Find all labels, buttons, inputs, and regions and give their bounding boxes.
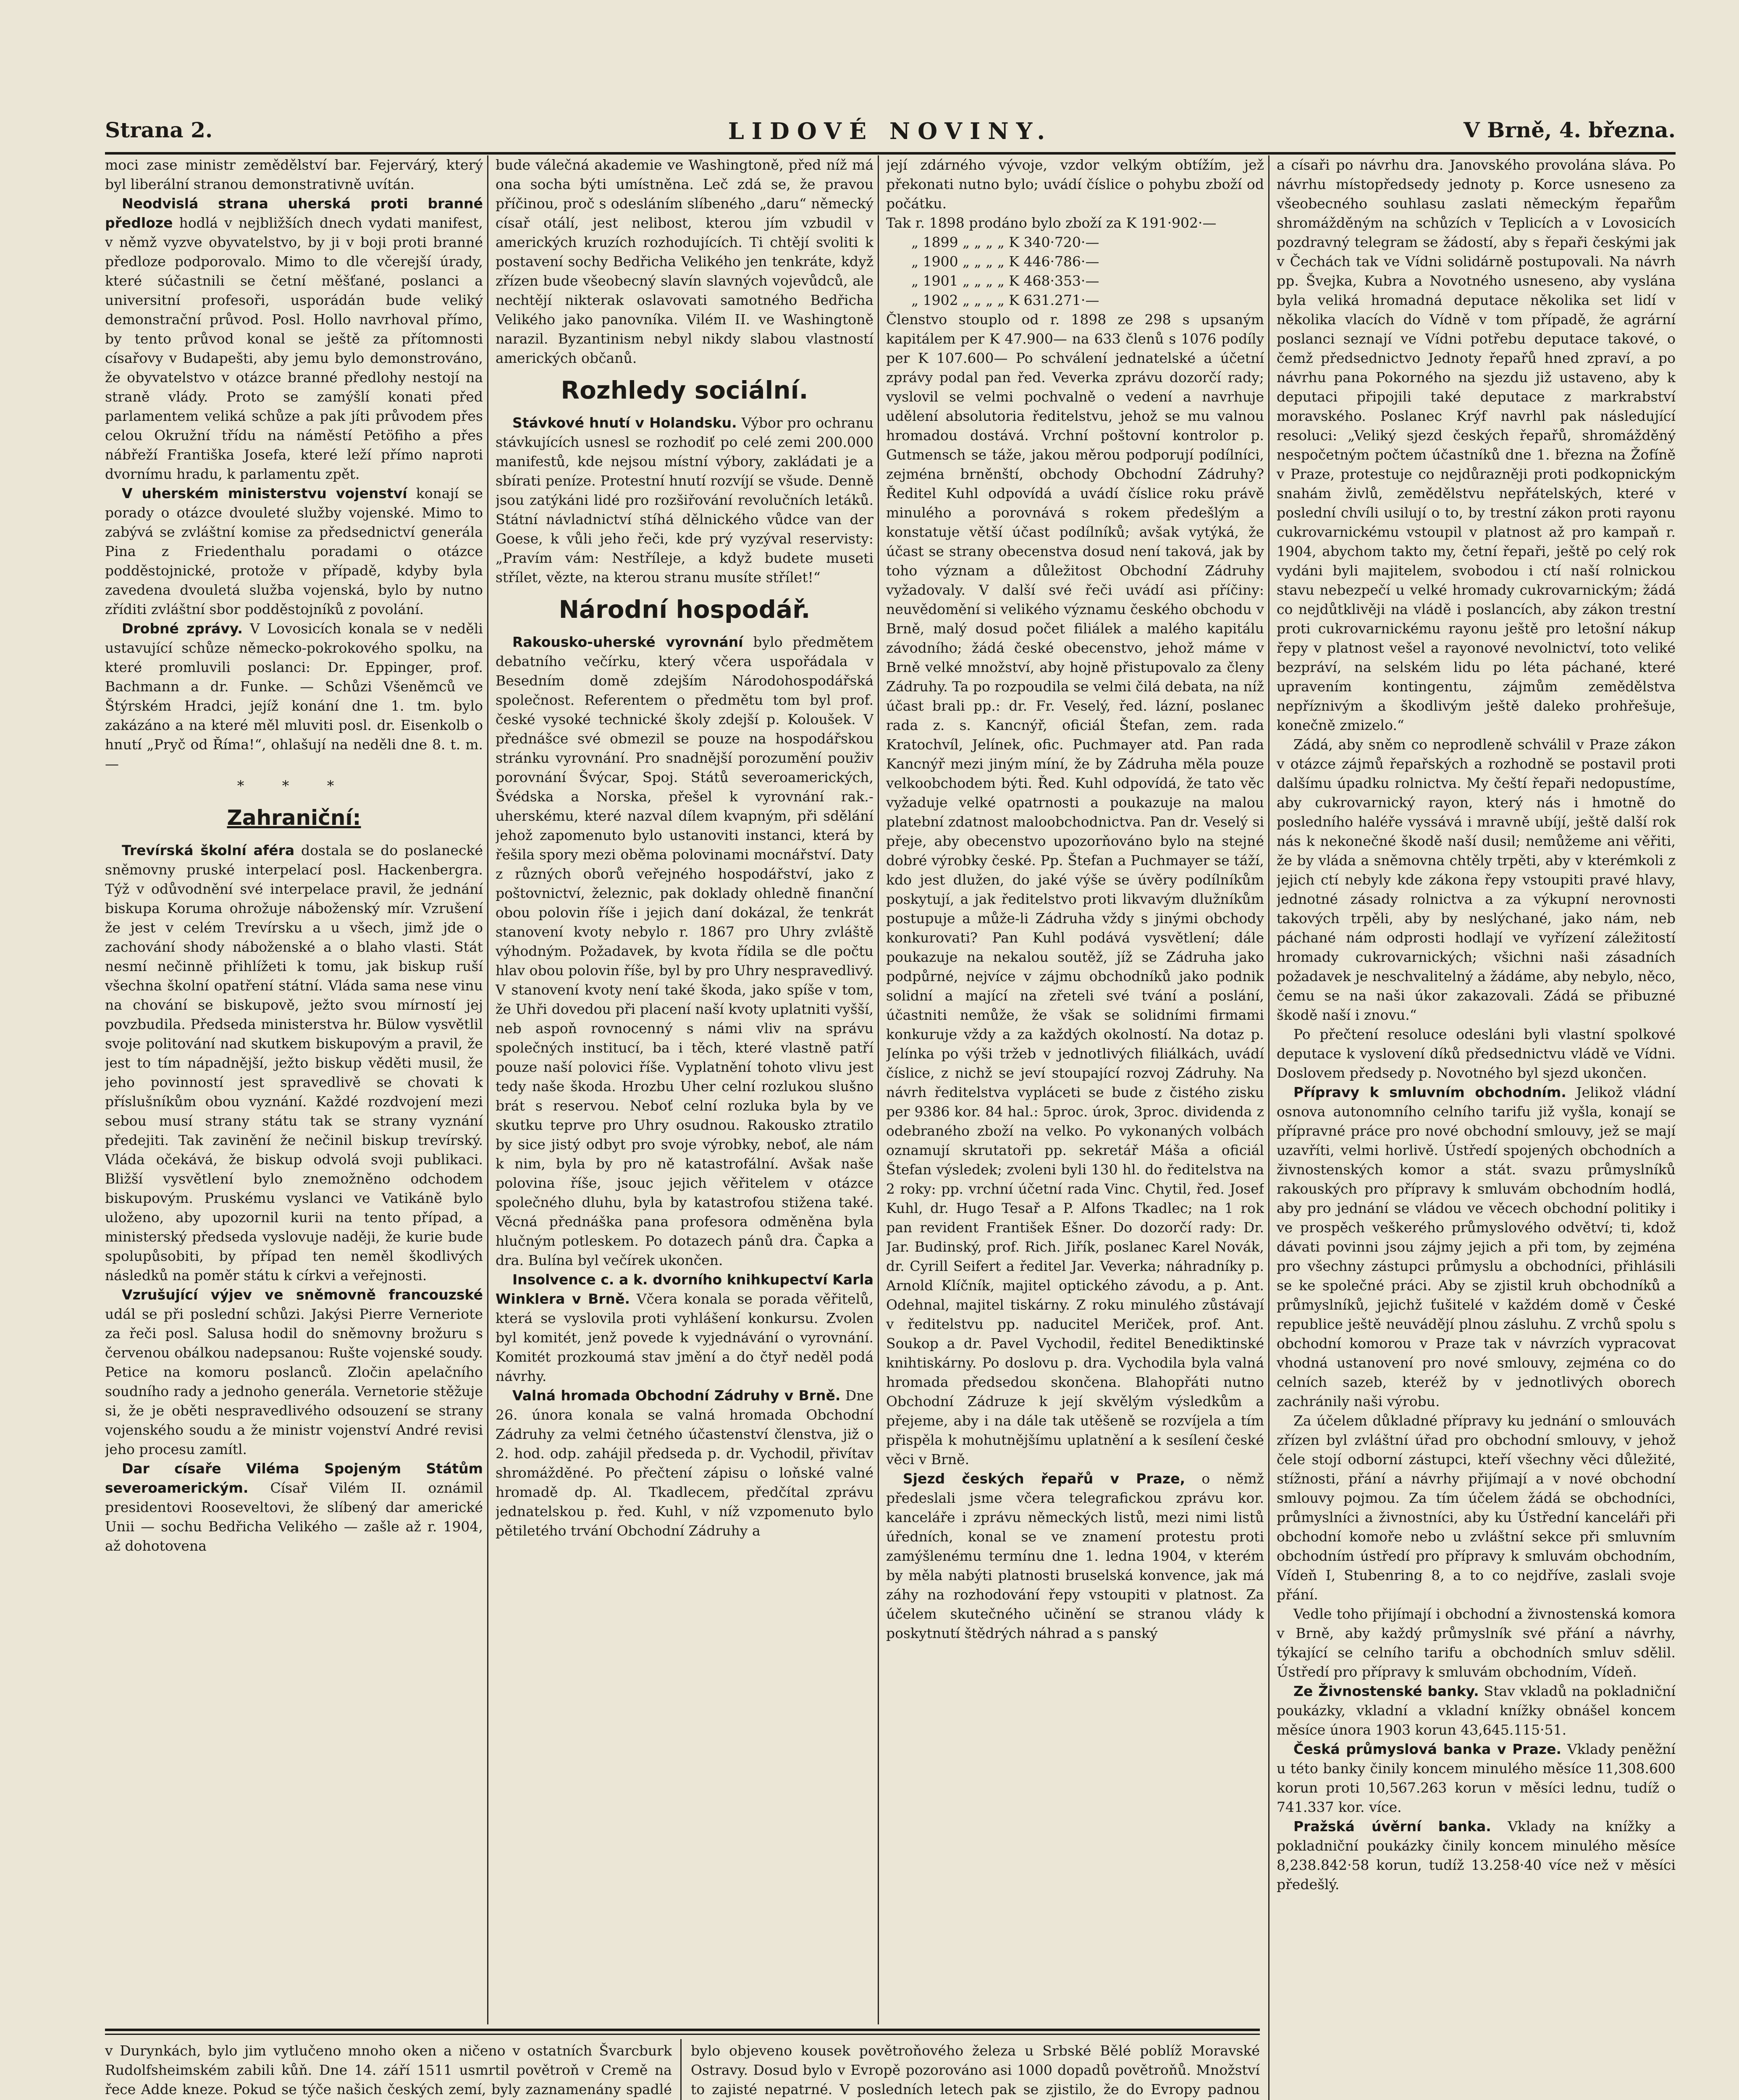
article-text: Vklady na knížky a pokladniční poukázky činily koncem minulého měsíce 8,238.842·58 korun, tudíž 13.258·40 více než v měsíci předešlý.	[1277, 1818, 1676, 1893]
article-heading: Pražská úvěrní banka.	[1293, 1818, 1491, 1835]
article-text: Císař Vilém II. oznámil presidentovi Rooseveltovi, že slíbený dar americké Unii — sochu Bedřicha Velikého — zašle až r. 1904, až dohotovena	[105, 1480, 483, 1554]
article-heading: Sjezd českých řepařů v Praze,	[903, 1470, 1186, 1487]
table-row: „ 1900 „ „ „ „ K 446·786·—	[911, 253, 1099, 270]
section-heading: Národní hospodář.	[559, 595, 810, 624]
paragraph: a císaři po návrhu dra. Janovského provolána sláva. Po návrhu místopředsedy jednoty p. Korce usneseno za všeobecného souhlasu zaslati německým řepařům shromážděným na schůzích v Teplicích a v Lovosicích pozdravný telegram se žádostí, aby s řepaři českými jak v Čechách tak ve Vídni solidárně postupovali. Na návrh pp. Švejka, Kubra a Novotného usneseno, aby vyslána byla veliká hromadná deputace několika set lidí v několika vlacích do Vídně v tom případě, že agrární poslanci seznají ve Vídni potřebu deputace takové, o čemž předsednictvo Jednoty řepařů hned zpraví, a po návrhu pana Pokorného na sjezdu již ustaveno, aby k deputaci připojili také deputace z markrabství moravského. Poslanec Krýf navrhl pak následující resoluci: „Veliký sjezd českých řepařů, shromážděný nespočetným počtem účastníků dne 1. března na Žofíně v Praze, protestuje co nejdůrazněji proti podkopnickým snahám živlů, zemědělstvu nepřátelských, které v poslední chvíli usilují o to, by trestní zákon proti rayonu cukrovarnickému vstoupil v platnost až pro kampaň r. 1904, abychom takto my, četní řepaři, ještě po celý rok vydáni byli majitelem, svobodou i ctí naší rolnickou stavu nebezpečí u velké hromady cukrovarnickým; žádá co nejdůtklivěji na vládě i poslancích, aby zákon trestní proti cukrovarnickému rayonu ještě pro letošní nákup řepy v platnost vešel a rayonové nevolnictví, toto veliké bezpráví, na selském lidu po léta páchané, které upravením kontingentu, zájmům zemědělstva nepříznivým a škodlivým ještě daleko prohřešuje, konečně zmizelo.“	[1277, 157, 1676, 733]
article	[105, 1459, 483, 1556]
paragraph: bylo objeveno kousek povětroňového železa u Srbské Bělé poblíž Moravské Ostravy. Dosud bylo v Evropě pozorováno asi 1000 dopadů povětroňů. Množství to zajisté nepatrné. V posledních letech pak se zjistilo, že do Evropy padnou	[691, 2042, 1260, 2097]
article	[1277, 1740, 1676, 1817]
article-text: Výbor pro ochranu stávkujících usnesl se rozhodiť po celé zemi 200.000 manifestů, kde nejsou místní výbory, zakládati je a sbírati peníze. Protestní hnutí rozvíjí se všude. Denně jsou zatýkáni lidé pro rozšiřování revolučních letáků. Státní návladnictví stíhá dělnického vůdce van der Goese, k vůli jeho řeči, kde prý vyzýval reservisty: „Pravím vám: Nestříleje, a když budete museti střílet, vězte, na kterou stranu musíte střílet!“	[496, 415, 873, 585]
article-text: o němž předeslali jsme včera telegrafickou zprávu kor. kanceláře i zprávu německých listů, mezi nimi listů úředních, konal se ve znamení protestu proti zamýšlenému termínu dne 1. ledna 1904, v kterém by měla nabýti platnosti bruselská konvence, jak má záhy na rozhodování řepy vstoupiti v platnost. Za účelem skutečného učinění se stranou vlády k poskytnutí štědrých náhrad a s panský	[886, 1470, 1264, 1641]
table-amount: K 340·720·—	[1009, 234, 1099, 250]
article	[105, 619, 483, 774]
column-3	[886, 155, 1264, 2016]
article	[886, 1469, 1264, 1643]
article	[496, 1270, 873, 1386]
article	[496, 413, 873, 587]
paragraph: v Durynkách, bylo jim vytlučeno mnoho oken a ničeno v ostatních Švarcburk Rudolfsheimském zabili kůň. Dne 14. září 1511 usmrtil povětroň v Cremě na řece Adde kneze. Pokud se týče našich českých zemí, byly zaznamenány spadlé	[105, 2042, 672, 2097]
article-text: bylo předmětem debatního večírku, který včera uspořádala v Besedním domě zdejším Národohospodářská společnost. Referentem o předmětu tom byl prof. české vysoké technické školy zdejší p. Koloušek. V přednášce své obmezil se pouze na hospodářskou stránku vyrovnání. Pro snadnější porozumění použiv porovnání Švýcar, Spoj. Států severoamerických, Švédska a Norska, přešel k vyrovnání rak.-uherskému, které nazval dílem kvapným, při sdělání jehož zapomenuto bylo ustanoviti instanci, která by řešila spory mezi oběma polovinami mocnářství. Daty z různých oborů veřejného hospodářství, jako z poštovnictví, železnic, pak doklady ohledně finanční obou polovin říše i jejich daní dokázal, že tenkrát stanovení kvoty nebylo r. 1867 pro Uhry zvláště výhodným. Požadavek, by kvota řídila se dle počtu hlav obou polovin říše, byl by pro Uhry nespravedlivý. V stanovení kvoty není také škoda, jako spíše v tom, že Uhři dovedou při placení naší kvoty uplatniti vyšší, neb aspoň rovnocenný s námi vliv na správu společných institucí, ba i těch, které vlastně patří pouze naší polovici říše. Vyplatnění tohoto vlivu jest tedy naše škoda. Hrozbu Uher celní rozlukou slušno brát s reservou. Neboť celní rozluka byla by ve skutku teprve pro Uhry osudnou. Rakousko ztratilo by sice jistý odbyt pro svoje výrobky, neboť, ale nám k nim, byla by pro ně katastrofální. Avšak naše polovina říše, jsouc jejich věřitelem v otázce společného dluhu, byla by katastrofou stižena také. Věcná přednáška pana profesora odměněna byla hlučným potleskem. Po dotazech pánů dra. Čapka a dra. Bulína byl večírek ukončen.	[496, 634, 873, 1268]
article	[496, 1386, 873, 1541]
article-text: V Lovosicích konala se v neděli ustavující schůze německo-pokrokového spolku, na které promluvili poslanci: Dr. Eppinger, prof. Bachmann a dr. Funke. — Schůzi Všeněmců ve Štýrském Hradci, jejíž konání dne 1. tm. bylo zakázáno a na které měl mluviti posl. dr. Eisenkolb o hnutí „Pryč od Říma!“, ohlašují na neděli dne 8. t. m. —	[105, 620, 483, 772]
table-year: 1901	[923, 273, 958, 289]
article	[105, 841, 483, 1285]
article-heading: Rakousko-uherské vyrovnání	[512, 634, 743, 650]
article-heading: Přípravy k smluvním obchodním.	[1293, 1084, 1566, 1100]
table-year: 1902	[923, 292, 958, 308]
feuilleton-rule	[105, 2029, 1260, 2031]
column-1	[105, 155, 483, 2016]
page-header	[105, 113, 1676, 151]
article-text: Vklady peněžní u této banky činily koncem minulého měsíce 11,308.600 korun proti 10,567.263 korun v měsíci lednu, tudíž o 741.337 kor. více.	[1277, 1741, 1676, 1815]
feuilleton-column-1	[105, 2041, 672, 2100]
column-divider	[1268, 155, 1269, 2100]
table-row: „ 1902 „ „ „ „ K 631.271·—	[911, 292, 1099, 308]
column-2	[496, 155, 873, 2016]
article	[496, 633, 873, 1270]
article	[105, 484, 483, 619]
article-text: konají se porady o otázce dvouleté služby vojenské. Mimo to zabývá se zvláštní komise za předsednictví generála Pina z Friedenthalu poradami o otázce podděstojnické, protože v případě, kdyby byla zavedena dvouletá služba vojenská, bylo by nutno zříditi zvláštní sbor podděstojníků z povolání.	[105, 485, 483, 617]
article-heading: Dar císaře Viléma Spojeným Státům severoamerickým.	[105, 1460, 483, 1496]
feuilleton-rule-thin	[105, 2034, 1260, 2035]
article-heading: Valná hromada Obchodní Zádruhy v Brně.	[512, 1387, 841, 1404]
article-text: Stav vkladů na pokladniční poukázky, vkladní a vkladní knížky obnášel koncem měsíce února 1903 korun 43,645.115·51.	[1277, 1683, 1676, 1738]
article-heading: Neodvislá strana uherská proti branné předloze	[105, 195, 483, 231]
newspaper-title: LIDOVÉ NOVINY.	[728, 118, 1053, 144]
feuilleton-column-2	[691, 2041, 1260, 2100]
table-year: 1899	[923, 234, 958, 250]
article	[105, 194, 483, 484]
article-text: Jelikož vládní osnova autonomního celního tarifu již vyšla, konají se přípravné práce pro nové obchodní smlouvy, jež se mají uzavříti, velmi horlivě. Ústředí spojených obchodních a živnostenských komor a stát. svazu průmyslníků rakouských pro přípravy k smluvám obchodním hodlá, aby pro jednání se vládou ve věcech obchodní politiky i ve prospěch veškerého průmyslového odvětví; ti, kdož dávati povinni jsou zájmy jejich a při tom, by zejména pro všechny zástupci průmyslu a obchodníci, přihlásili se ke společné práci. Aby se zjistil kruh obchodníků a průmyslníků, jejichž ťušitelé v každém domě v České republice ještě neuvádějí plnou zásluhu. Z vrchů spolu s obchodní komorou v Praze tak v návrzích vypracovat vhodná ustanovení pro nové smlouvy, zejména co do celních sazeb, kteréž by v jednotlivých oborech zachránily naši výrobu.	[1277, 1084, 1676, 1410]
table-row	[886, 213, 1264, 233]
article-heading: Vzrušující výjev ve sněmovně francouzské	[122, 1286, 483, 1303]
article-heading: V uherském ministerstvu vojenství	[122, 485, 407, 501]
paragraph: bude válečná akademie ve Washingtoně, před níž má ona socha býti umístněna. Leč zdá se, že pravou příčinou, proč s odesláním slíbeného „daru“ německý císař otálí, jest nelibost, kterou jím vzbudil v amerických kruzích rozhodujících. Ti chtějí svoliti k postavení sochy Bedřicha Velikého jen tenkráte, když zřízen bude všeobecný slavín slavných vojevůdců, ale nechtějí nikterak oslavovati samotného Bedřicha Velikého jako panovníka. Vilém II. ve Washingtoně narazil. Byzantinism nebyl nikdy slabou vlastností amerických občanů.	[496, 157, 873, 366]
article-text: udál se při poslední schůzi. Jakýsi Pierre Verneriote za řeči posl. Salusa hodil do sněmovny brožuru s červenou obálkou nadepsanou: Rušte vojenské soudy. Petice na komoru poslanců. Zločin apelačního soudního rady a jednoho generála. Vernetorie stěžuje si, že je oběti nespravedlivého odsouzení se strany vojenského soudu a že ministr vojenství André revisi jeho procesu zamítl.	[105, 1306, 483, 1457]
paragraph: její zdárného vývoje, vzdor velkým obtížím, jež překonati nutno bylo; uvádí číslice o pohybu zboží od počátku.	[886, 157, 1264, 212]
article-text: hodlá v nejbližších dnech vydati manifest, v němž vyzve obyvatelstvo, by ji v boji proti branné předloze podporovalo. Mimo to dle včerejší úrady, které súčastnili se četní měšťané, poslanci a universitní profesoři, usporádán bude veliký demonstrační průvod. Posl. Hollo navrhoval přímo, by tento průvod konal se ještě za přítomnosti císařovy v Budapešti, aby jemu bylo demonstrováno, že obyvatelstvo v otázce branné předlohy nestojí na straně vlády. Proto se zamýšlí konati před parlamentem veliká schůze a pak jíti průvodem přes celou Okružní třídu na náměstí Petöfiho a přes nábřeží Františka Josefa, které leží přímo naproti dvornímu hradu, k parlamentu zpět.	[105, 215, 483, 482]
article	[105, 1285, 483, 1459]
article-heading: Ze Živnostenské banky.	[1293, 1683, 1479, 1699]
column-4	[1277, 155, 1676, 2100]
article-text: Včera konala se porada věřitelů, která se vyslovila proti vyhlášení konkursu. Zvolen byl komitét, jenž povede k vyjednávání o vyrovnání. Komitét prozkoumá stav jmění a do čtyř neděl podá návrhy.	[496, 1291, 873, 1384]
section-stars: * * *	[237, 777, 351, 794]
article	[1277, 1817, 1676, 1894]
paragraph: Zádá, aby sněm co neprodleně schválil v Praze zákon v otázce zájmů řepařských a rozhodně se postavil proti dalšímu úpadku rolnictva. My čeští řepaři nedopustíme, aby cukrovarnický rayon, který nás i hmotně do posledního haléře vyssává i mravně ubíjí, ještě další rok nás k nekonečné škodě naší dusil; nemůžeme ani věřiti, že by vláda a sněmovna chtěly trpěti, aby v kterémkoli z jejich ctí nebyly kde zákona řepy vstoupiti pravé hlavy, jednotné zásady rolnictva a za výkupní nerovnosti takových trpěli, aby by neslýchané, jako nám, neb páchané nám odprosti hodlají ve vyřízení záležitostí hromady cukrovarnických; všichni naši zásadních požadavek je neschvalitelný a žádáme, aby nebylo, něco, čemu se na naši úkor zakazovali. Zádá se přibuzné škodě naší i znovu.“	[1277, 736, 1676, 1023]
paragraph: Vedle toho přijímají i obchodní a živnostenská komora v Brně, aby každý průmyslník své přání a návrhy, týkající se celního tarifu a obchodních smluv sdělil. Ústředí pro přípravy k smluvám obchodním, Vídeň.	[1277, 1606, 1676, 1680]
paragraph: moci zase ministr zemědělství bar. Fejervárý, který byl liberální stranou demonstrativně uvítán.	[105, 157, 483, 192]
feuilleton-divider	[680, 2039, 682, 2100]
table-row: „ 1901 „ „ „ „ K 468·353·—	[911, 273, 1099, 289]
column-divider	[487, 155, 488, 2024]
article-text: dostala se do poslanecké sněmovny pruské interpelací posl. Hackenbergra. Týž v odůvodnění své interpelace pravil, že jednání biskupa Koruma ohrožuje náboženský mír. Vzrušení že jest v celém Trevírsku a u všech, jimž jde o zachování shody náboženské a o blaho vlasti. Stát nesmí nečinně přihlížeti k tomu, jak biskup ruší všechna školní opatření státní. Vláda sama nese vinu na chování se biskupově, ježto svou mírností jej povzbudila. Předseda ministerstva hr. Bülow vysvětlil svoje politování nad skutkem biskupovým a pravil, že jest to tím nápadnější, ježto biskup věděti musil, že jeho povinností jest spravedlivě se chovati k příslušníkům obou vyznání. Každé rozdvojení mezi sebou musí strany státu tak se strany vyznání předejiti. Tak zavinění že nečinil biskup trevírský. Vláda očekává, že biskup odvolá svoji publikaci. Bližší vysvětlení bylo znemožněno odchodem biskupovým. Pruskému vyslanci ve Vatikáně bylo uloženo, aby upozornil kurii na tento případ, a ministerský předseda vyslovuje naději, že kurie bude spolupůsobiti, by případ ten neměl škodlivých následků na poměr státu k církvi a veřejnosti.	[105, 842, 483, 1284]
paragraph: Po přečtení resoluce odesláni byli vlastní spolkové deputace k vyslovení díků předsednictvu vládě ve Vídni. Doslovem předsedy p. Novotného byl sjezd ukončen.	[1277, 1026, 1676, 1081]
table-year: 1900	[923, 253, 958, 270]
column-divider	[878, 155, 879, 2024]
article-heading: Česká průmyslová banka v Praze.	[1293, 1741, 1562, 1757]
table-amount: K 446·786·—	[1009, 253, 1099, 270]
article-heading: Trevírská školní aféra	[122, 842, 295, 858]
article-heading: Insolvence c. a k. dvorního knihkupectví Karla Winklera v Brně.	[496, 1271, 873, 1307]
section-heading: Rozhledy sociální.	[561, 376, 808, 404]
section-heading: Zahraniční:	[227, 806, 361, 830]
article-heading: Drobné zprávy.	[122, 620, 243, 637]
header-rule	[105, 152, 1676, 155]
sales-table	[886, 213, 1264, 310]
paragraph: Za účelem důkladné přípravy ku jednání o smlouvách zřízen byl zvláštní úřad pro obchodní smlouvy, v jehož čele stojí odborní zástupci, kteří všechny věci důležité, stížnosti, přání a návrhy přijímají a v nové obchodní smlouvy pojmou. Za tím účelem žádá se obchodníci, průmyslníci a živnostníci, aby ku Ústřední kanceláři při obchodní komoře nebo u zvláštní sekce při smluvním obchodním ústředí pro přípravy k smluvám obchodním, Vídeň I, Stubenring 8, a to co nejdříve, zaslali svoje přání.	[1277, 1412, 1676, 1603]
table-intro: Tak r. 1898 prodáno bylo zboží za	[886, 215, 1122, 231]
table-row: „ 1899 „ „ „ „ K 340·720·—	[911, 234, 1099, 250]
table-amount: K 631.271·—	[1009, 292, 1099, 308]
article	[1277, 1083, 1676, 1411]
table-amount: K 191·902·—	[1126, 215, 1217, 231]
paragraph: Členstvo stouplo od r. 1898 ze 298 s upsaným kapitálem per K 47.900— na 633 členů s 1076 podíly per K 107.600— Po schválení jednatelské a účetní zprávy podal pan řed. Veverka zprávu dozorčí rady; vyslovil se velmi pochvalně o vedení a navrhuje udělení absolutoria ředitelstvu, jehož se mu valnou hromadou dostává. Vrchní poštovní kontrolor p. Gutmensch se táže, jakou měrou podporují podílníci, zejména brněnští, obchody Obchodní Zádruhy? Ředitel Kuhl odpovídá a uvádí číslice roku právě minulého a porovnává s rokem předešlým a konstatuje větší účast podílníků; avšak vytýká, že účast se strany obecenstva dosud není taková, jak by toho význam a důležitost Obchodní Zádruhy vyžadovaly. V další své řeči uvádí asi příčiny: neuvědomění si velikého významu českého obchodu v Brně, malý dosud počet filiálek a malého kapitálu závodního; žádá české obecenstvo, jehož máme v Brně velké množství, aby hojně přistupovalo za členy Zádruhy. Ta po rozpoudila se velmi čilá debata, na níž účast brali pp.: dr. Fr. Veselý, řed. lázní, poslanec rada z. s. Kancnýř, oficiál Štefan, zem. rada Kratochvíl, Jelínek, ofic. Puchmayer atd. Pan rada Kancnýř mezi jiným míní, že by Zádruha měla pouze velkoobchodem býti. Řed. Kuhl odpovídá, že tato věc vyžaduje velké opatrnosti a poukazuje na malou platební zdatnost maloobchodnictva. Pan dr. Veselý si přeje, aby obecenstvo upozorňováno bylo na stejné dobré výrobky české. Pp. Štefan a Puchmayer se táží, kdo jest dlužen, do jaké výše se úvěry podílníkům poskytují, a jak ředitelstvo proti likvavým dlužníkům postupuje a může-li Zádruha vždy s jinými obchody konkurovati? Pan Kuhl podává vysvětlení; dále poukazuje na nekalou soutěž, jíž se Zádruha jako podpůrné, nejvíce v zájmu obchodníků jako podnik solidní a mající na zřeteli své tvání a poslání, účastniti nemůže, že však se solidními firmami konkuruje vždy a za každých okolností. Na dotaz p. Jelínka po výši tržeb v jednotlivých filiálkách, uvádí číslice, z nichž se jeví stoupající rozvoj Zádruhy. Na návrh ředitelstva vypláceti se bude z čistého zisku per 9386 kor. 84 hal.: 5proc. úrok, 3proc. dividenda z odebraného zboží na velko. Po vykonaných volbách oznamují skrutatoři pp. sekretář Máša a oficiál Štefan výsledek; zvoleni byli 130 hl. do ředitelstva na 2 roky: pp. vrchní účetní rada Vinc. Chytil, řed. Josef Kuhl, dr. Hugo Tesař a P. Alfons Tkadlec; na 1 rok pan revident František Ešner. Do dozorčí rady: Dr. Jar. Budinský, prof. Rich. Jiřík, poslanec Karel Novák, dr. Cyrill Seifert a ředitel Jar. Veverka; náhradníky p. Arnold Klíčník, majitel optického závodu, a p. Ant. Odehnal, majitel tiskárny. Z roku minulého zůstávají v ředitelstvu pp. naducitel Meriček, prof. Ant. Soukop a dr. Pavel Vychodil, ředitel Benediktinské knihtiskárny. Po doslovu p. dra. Vychodila byla valná hromada předsedou skončena. Blahopřáti nutno Obchodní Zádruze k její skvělým výsledkům a přejeme, aby i na dále tak utěšeně se rozvíjela a tím přispěla k mohutnějšímu uplatnění a k sesílení české věci v Brně.	[886, 311, 1264, 1467]
article-heading: Stávkové hnutí v Holandsku.	[512, 415, 737, 431]
issue-date: V Brně, 4. března.	[1463, 118, 1676, 142]
page-number: Strana 2.	[105, 118, 213, 142]
article	[1277, 1682, 1676, 1740]
article-text: Dne 26. února konala se valná hromada Obchodní Zádruhy za velmi četného účastenství členstva, již o 2. hod. odp. zahájil předseda p. dr. Vychodil, přivítav shromážděné. Po přečtení zápisu o loňské valné hromadě dp. Al. Tkadlecem, předčítal zprávu jednatelskou p. řed. Kuhl, v níž vzpomenuto bylo pětiletého trvání Obchodní Zádruhy a	[496, 1387, 873, 1539]
table-amount: K 468·353·—	[1009, 273, 1099, 289]
